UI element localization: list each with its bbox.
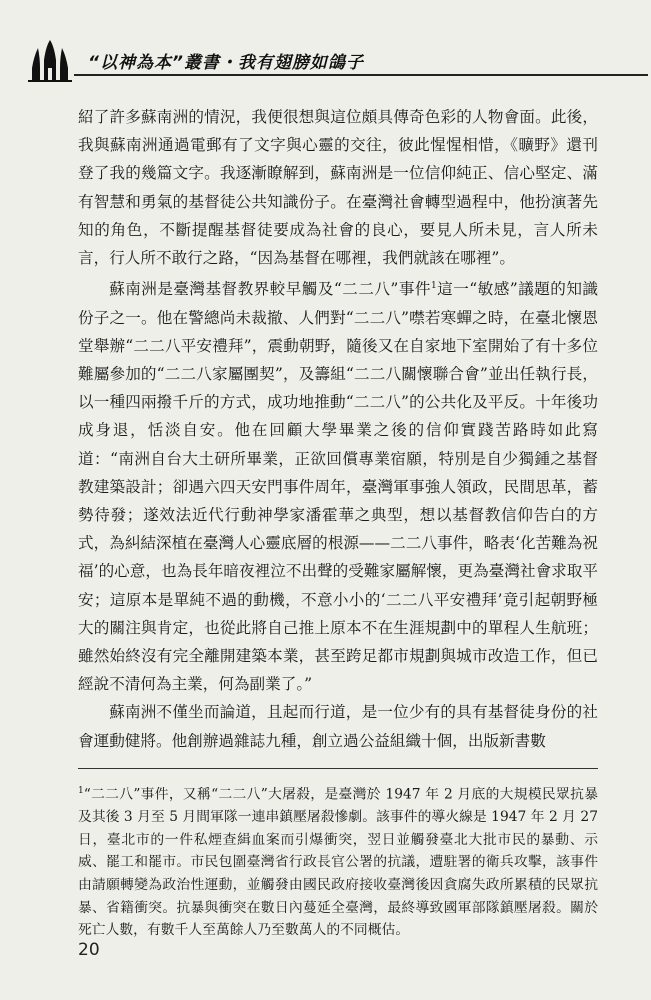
header-rule <box>74 74 648 76</box>
paragraph-2 <box>78 272 598 698</box>
footnote <box>78 780 598 942</box>
footnote-marker: 1 <box>78 786 84 796</box>
page-header <box>28 34 628 84</box>
paragraph-2-rest: 這一“敏感”議題的知識份子之一。他在警總尚未裁撤、人們對“二二八”噤若寒蟬之時，在臺北懷恩堂舉辦“二二八平安禮拜”，震動朝野，隨後又在自家地下室開始了有十多位難屬參加的“二二八家屬團契”，及籌組“二二八關懷聯合會”並出任執行長，以一種四兩撥千斤的方式，成功地推動“二二八”的公共化及平反。十年後功成身退，恬淡自安。他在回顧大學畢業之後的信仰實踐苦路時如此寫道：“南洲自台大土研所畢業，正欲回償專業宿願，特別是自少獨鍾之基督教建築設計；卻遇六四天安門事件周年，臺灣軍事強人領政，民間思革，蓄勢待發；遂效法近代行動神學家潘霍華之典型，想以基督教信仰告白的方式，為糾結深植在臺灣人心靈底層的根源——二二八事件，略表‘化苦難為祝福’的心意，也為長年暗夜裡泣不出聲的受難家屬解懷，更為臺灣社會求取平安；這原本是單純不過的動機，不意小小的‘二二八平安禮拜’竟引起朝野極大的關注與肯定，也從此將自己推上原本不在生涯規劃中的單程人生航班；雖然始終沒有完全離開建築本業，甚至跨足都市規劃與城市改造工作，但已經說不清何為主業，何為副業了。” <box>78 280 598 694</box>
paragraph-3: 蘇南洲不僅坐而論道，且起而行道，是一位少有的具有基督徒身份的社會運動健將。他創辦過雜誌九種，創立過公益組織十個，出版新書數 <box>78 703 598 750</box>
footnote-reference[interactable]: 1 <box>430 281 437 292</box>
book-series-logo-icon <box>28 38 72 82</box>
paragraph-1: 紹了許多蘇南洲的情況，我便很想與這位頗具傳奇色彩的人物會面。此後，我與蘇南洲通過電郵有了文字與心靈的交往，彼此惺惺相惜，《曠野》還刊登了我的幾篇文字。我逐漸瞭解到，蘇南洲是一位信仰純正、信心堅定、滿有智慧和勇氣的基督徒公共知識份子。在臺灣社會轉型過程中，他扮演著先知的角色，不斷提醒基督徒要成為社會的良心，要見人所未見，言人所未言，行人所不敢行之路，“因為基督在哪裡，我們就該在哪裡”。 <box>78 108 598 268</box>
body-text <box>78 103 598 755</box>
footnote-text: “二二八”事件，又稱“二二八”大屠殺，是臺灣於 1947 年 2 月底的大規模民眾抗暴及其後 3 月至 5 月間軍隊一連串鎮壓屠殺慘劇。該事件的導火線是 1947 年 2 月 27 日，臺北市的一件私煙查緝血案而引爆衝突，翌日並觸發臺北大批市民的暴動、示威、罷工和罷市。市民包圍臺灣省行政長官公署的抗議，遭駐署的衛兵攻擊，該事件由請願轉變為政治性運動，並觸發由國民政府接收臺灣後因貪腐失政所累積的民眾抗暴、省籍衝突。抗暴與衝突在數日內蔓延全臺灣，最終導致國軍部隊鎮壓屠殺。關於死亡人數，有數千人至萬餘人乃至數萬人的不同概估。 <box>78 786 598 939</box>
paragraph-2-start: 蘇南洲是臺灣基督教界較早觸及“二二八”事件 <box>109 280 431 299</box>
series-title: “以神為本”叢書・我有翅膀如鴿子 <box>88 53 364 73</box>
footnote-divider <box>78 768 598 769</box>
page-number: 20 <box>78 940 100 960</box>
